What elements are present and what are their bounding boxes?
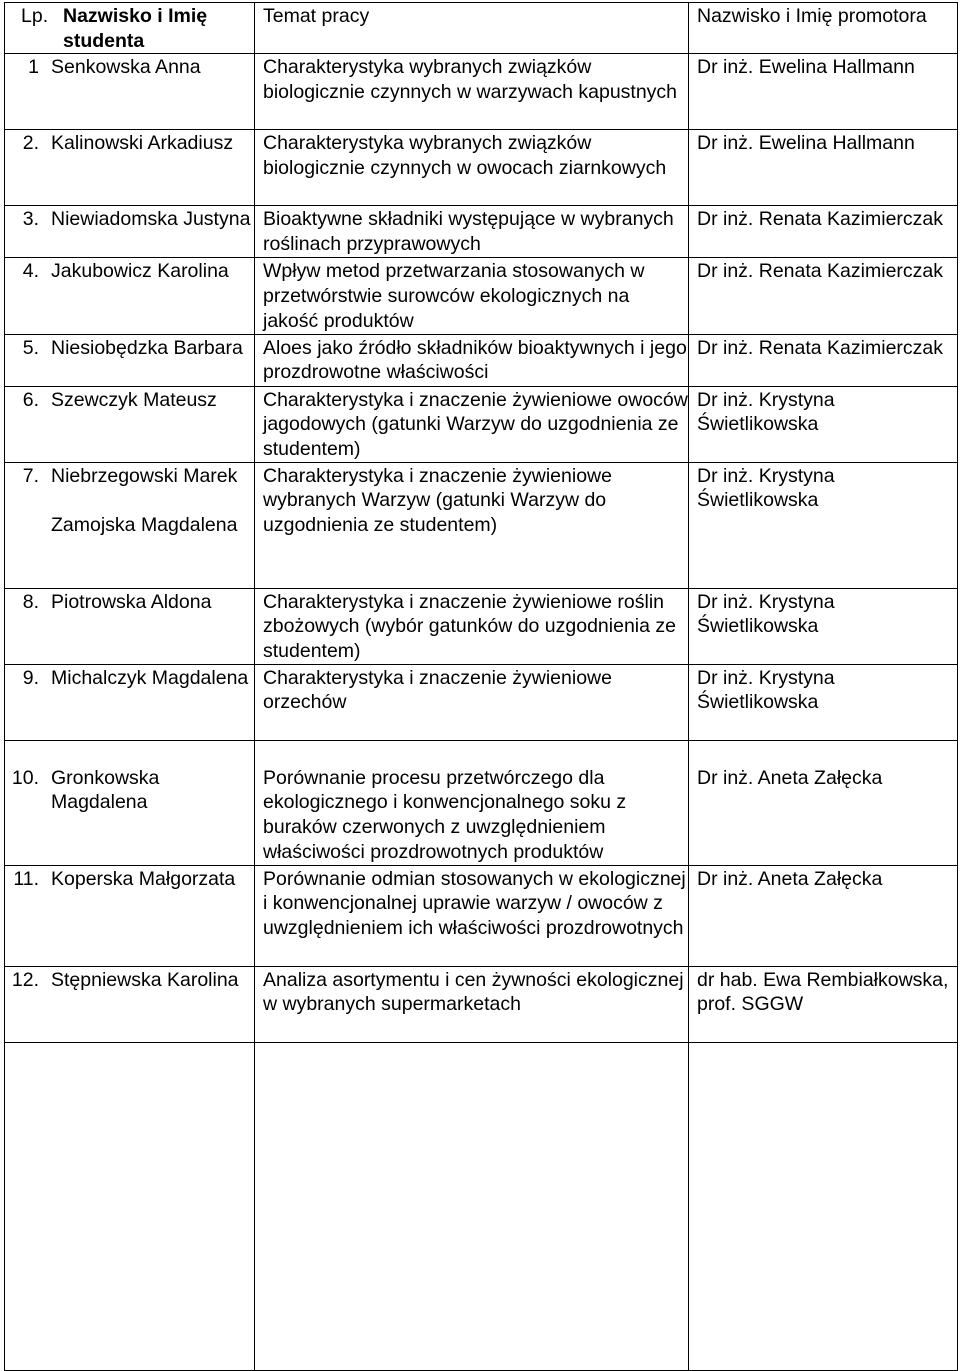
student-names xyxy=(51,968,254,993)
promoter-name: Dr inż. Krystyna Świetlikowska xyxy=(697,464,835,512)
empty-row xyxy=(5,1042,958,1370)
student-name: Senkowska Anna xyxy=(51,56,201,79)
student-name: Stępniewska Karolina xyxy=(51,968,239,991)
promoter-cell xyxy=(689,664,958,740)
topic-cell xyxy=(255,664,689,740)
header-topic-cell xyxy=(255,3,689,54)
student-names xyxy=(51,259,254,284)
promoter-cell xyxy=(689,258,958,334)
row-number: 3. xyxy=(22,208,39,231)
student-names xyxy=(51,388,254,413)
topic-text: Analiza asortymentu i cen żywności ekologicznej w wybranych supermarketach xyxy=(263,968,684,1016)
header-row xyxy=(5,3,958,54)
table-row xyxy=(5,386,958,462)
table-row xyxy=(5,664,958,740)
promoter-cell xyxy=(689,54,958,130)
topic-cell xyxy=(255,386,689,462)
student-names xyxy=(51,207,254,232)
topic-cell xyxy=(255,588,689,664)
topic-cell xyxy=(255,865,689,966)
topic-text: Aloes jako źródło składników bioaktywnych i jego prozdrowotne właściwości xyxy=(263,336,687,384)
promoter-cell xyxy=(689,966,958,1042)
row-number: 5. xyxy=(22,336,39,359)
student-cell xyxy=(5,865,255,966)
promoter-cell xyxy=(689,588,958,664)
promoter-name: Dr inż. Ewelina Hallmann xyxy=(697,56,915,79)
student-cell xyxy=(5,740,255,865)
promoter-cell xyxy=(689,462,958,588)
topic-text: Charakterystyka i znaczenie żywieniowe roślin zbożowych (wybór gatunków do uzgodnienia ze studentem) xyxy=(263,590,676,663)
row-number: 7. xyxy=(22,464,39,487)
topic-cell xyxy=(255,966,689,1042)
header-promoter: Nazwisko i Imię promotora xyxy=(697,5,927,27)
table-row xyxy=(5,54,958,130)
table-row xyxy=(5,130,958,206)
row-number: 4. xyxy=(22,260,39,283)
student-names xyxy=(51,867,254,892)
promoter-name: Dr inż. Krystyna Świetlikowska xyxy=(697,388,835,436)
topic-text: Charakterystyka i znaczenie żywieniowe wybranych Warzyw (gatunki Warzyw do uzgodnienia ze studentem) xyxy=(263,464,612,537)
student-name: Piotrowska Aldona xyxy=(51,590,212,613)
topic-text: Charakterystyka wybranych związków biologicznie czynnych w owocach ziarnkowych xyxy=(263,132,667,180)
table-row xyxy=(5,206,958,258)
header-lp: Lp. xyxy=(21,5,49,27)
row-number: 1 xyxy=(28,56,39,79)
topic-text: Charakterystyka i znaczenie żywieniowe orzechów xyxy=(263,666,612,714)
promoter-cell xyxy=(689,865,958,966)
topic-text: Porównanie procesu przetwórczego dla ekologicznego i konwencjonalnego soku z buraków czerwonych z uwzględnieniem właściwości prozdrowotnych produktów xyxy=(263,766,627,863)
header-topic: Temat pracy xyxy=(263,5,370,27)
promoter-cell xyxy=(689,740,958,865)
topic-cell xyxy=(255,462,689,588)
promoter-name: Dr inż. Renata Kazimierczak xyxy=(697,336,943,359)
table-row xyxy=(5,740,958,865)
row-number: 11. xyxy=(13,867,39,890)
promoter-name: Dr inż. Renata Kazimierczak xyxy=(697,208,943,231)
table-row xyxy=(5,966,958,1042)
student-names xyxy=(51,464,254,538)
topic-text: Bioaktywne składniki występujące w wybranych roślinach przyprawowych xyxy=(263,208,674,256)
table-row xyxy=(5,334,958,386)
student-name: Koperska Małgorzata xyxy=(51,867,236,890)
student-name: Jakubowicz Karolina xyxy=(51,260,229,283)
row-number: 9. xyxy=(22,666,39,689)
student-cell xyxy=(5,334,255,386)
row-number: 12. xyxy=(11,968,39,991)
header-promoter-cell xyxy=(689,3,958,54)
promoter-name: Dr inż. Renata Kazimierczak xyxy=(697,260,943,283)
row-number: 6. xyxy=(22,388,39,411)
student-cell xyxy=(5,258,255,334)
student-cell xyxy=(5,664,255,740)
empty-cell xyxy=(689,1042,958,1370)
topic-cell xyxy=(255,54,689,130)
table-row xyxy=(5,462,958,588)
student-name: Gronkowska Magdalena xyxy=(51,766,160,814)
header-student-cell xyxy=(5,3,255,54)
student-names xyxy=(51,336,254,361)
empty-cell xyxy=(5,1042,255,1370)
student-cell xyxy=(5,588,255,664)
student-name: Niewiadomska Justyna xyxy=(51,208,251,231)
student-cell xyxy=(5,966,255,1042)
table-row xyxy=(5,588,958,664)
spacer xyxy=(51,488,254,513)
promoter-cell xyxy=(689,130,958,206)
row-number: 10. xyxy=(11,766,39,789)
student-cell xyxy=(5,386,255,462)
topic-cell xyxy=(255,258,689,334)
student-names xyxy=(51,131,254,156)
topic-cell xyxy=(255,130,689,206)
topic-text: Wpływ metod przetwarzania stosowanych w przetwórstwie surowców ekologicznych na jakość produktów xyxy=(263,260,645,332)
student-cell xyxy=(5,206,255,258)
student-name: Niebrzegowski Marek xyxy=(51,464,238,487)
topic-text: Porównanie odmian stosowanych w ekologicznej i konwencjonalnej uprawie warzyw / owoców z uwzględnieniem ich właściwości prozdrowotnych xyxy=(263,867,686,940)
promoter-name: dr hab. Ewa Rembiałkowska, prof. SGGW xyxy=(697,968,949,1016)
student-names xyxy=(51,766,254,815)
topic-cell xyxy=(255,206,689,258)
student-cell xyxy=(5,54,255,130)
header-student: Nazwisko i Imię studenta xyxy=(63,5,208,52)
promoter-cell xyxy=(689,334,958,386)
student-name: Zamojska Magdalena xyxy=(51,514,238,537)
student-names xyxy=(51,590,254,615)
student-name: Michalczyk Magdalena xyxy=(51,666,249,689)
promoter-name: Dr inż. Aneta Załęcka xyxy=(697,766,883,789)
topic-text: Charakterystyka i znaczenie żywieniowe owoców jagodowych (gatunki Warzyw do uzgodnienia ze studentem) xyxy=(263,388,688,460)
student-name: Niesiobędzka Barbara xyxy=(51,336,243,359)
promoter-cell xyxy=(689,206,958,258)
student-name: Szewczyk Mateusz xyxy=(51,388,217,411)
promoter-name: Dr inż. Aneta Załęcka xyxy=(697,867,883,890)
student-names xyxy=(51,55,254,80)
topic-cell xyxy=(255,334,689,386)
student-name: Kalinowski Arkadiusz xyxy=(51,132,234,155)
promoter-name: Dr inż. Krystyna Świetlikowska xyxy=(697,590,835,638)
student-cell xyxy=(5,130,255,206)
student-cell xyxy=(5,462,255,588)
promoter-name: Dr inż. Krystyna Świetlikowska xyxy=(697,666,835,714)
thesis-topics-table xyxy=(4,2,958,1371)
row-number: 2. xyxy=(22,132,39,155)
row-number: 8. xyxy=(22,590,39,613)
promoter-cell xyxy=(689,386,958,462)
empty-cell xyxy=(255,1042,689,1370)
topic-text: Charakterystyka wybranych związków biologicznie czynnych w warzywach kapustnych xyxy=(263,56,678,104)
topic-cell xyxy=(255,740,689,865)
promoter-name: Dr inż. Ewelina Hallmann xyxy=(697,132,915,155)
table-row xyxy=(5,258,958,334)
student-names xyxy=(51,666,254,691)
table-row xyxy=(5,865,958,966)
